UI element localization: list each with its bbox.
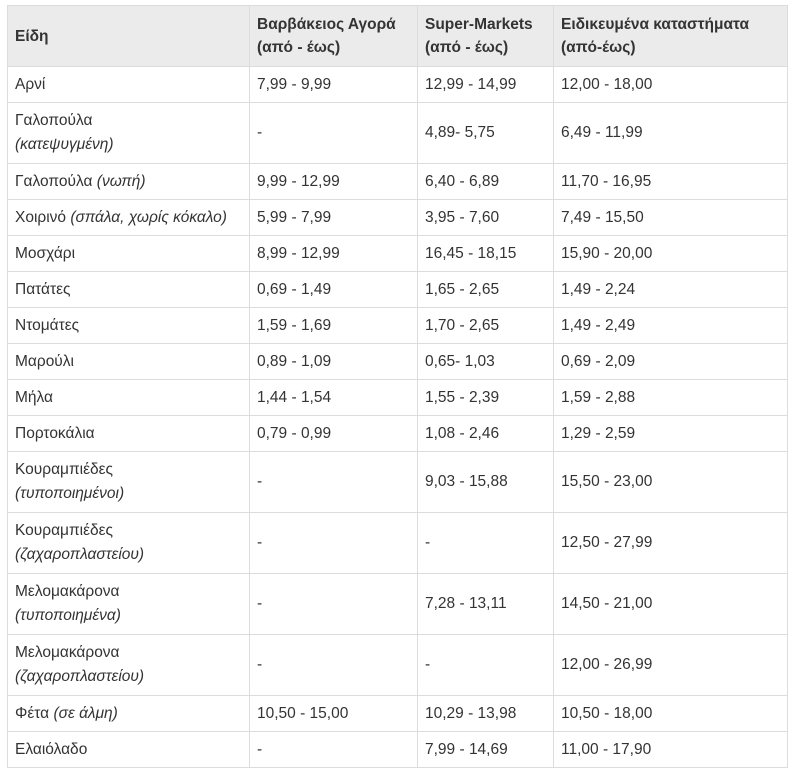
varvakeios-price-cell: 10,50 - 15,00 bbox=[250, 696, 418, 732]
specialty-price-cell: 15,90 - 20,00 bbox=[554, 236, 788, 272]
varvakeios-price-cell: - bbox=[250, 513, 418, 574]
supermarkets-price-cell: 12,99 - 14,99 bbox=[418, 67, 554, 103]
varvakeios-price-cell: 9,99 - 12,99 bbox=[250, 164, 418, 200]
item-name: Μελομακάρονα bbox=[15, 583, 120, 600]
item-cell bbox=[8, 416, 250, 452]
header-specialty-label: Ειδικευμένα καταστήματα bbox=[561, 16, 749, 33]
specialty-price-cell: 12,00 - 18,00 bbox=[554, 67, 788, 103]
item-note: (κατεψυγμένη) bbox=[15, 136, 114, 153]
table-row bbox=[8, 513, 788, 574]
varvakeios-price-cell: 0,79 - 0,99 bbox=[250, 416, 418, 452]
varvakeios-price-cell: - bbox=[250, 574, 418, 635]
supermarkets-price-cell: - bbox=[418, 635, 554, 696]
item-name: Αρνί bbox=[15, 75, 46, 93]
item-cell bbox=[8, 452, 250, 513]
specialty-price-cell: 7,49 - 15,50 bbox=[554, 200, 788, 236]
specialty-price-cell: 14,50 - 21,00 bbox=[554, 574, 788, 635]
supermarkets-price-cell: 10,29 - 13,98 bbox=[418, 696, 554, 732]
header-items bbox=[8, 6, 250, 67]
specialty-price-cell: 10,50 - 18,00 bbox=[554, 696, 788, 732]
varvakeios-price-cell: 7,99 - 9,99 bbox=[250, 67, 418, 103]
table-row bbox=[8, 380, 788, 416]
specialty-price-cell: 11,70 - 16,95 bbox=[554, 164, 788, 200]
specialty-price-cell: 1,49 - 2,24 bbox=[554, 272, 788, 308]
table-row bbox=[8, 416, 788, 452]
supermarkets-price-cell: 7,99 - 14,69 bbox=[418, 732, 554, 768]
header-supermarkets-range: (από - έως) bbox=[425, 39, 509, 56]
header-supermarkets bbox=[418, 6, 554, 67]
item-name: Πατάτες bbox=[15, 280, 71, 298]
price-comparison-table-container bbox=[7, 5, 787, 768]
header-supermarkets-label: Super-Markets bbox=[425, 16, 533, 33]
table-row bbox=[8, 103, 788, 164]
varvakeios-price-cell: 8,99 - 12,99 bbox=[250, 236, 418, 272]
header-varvakeios bbox=[250, 6, 418, 67]
table-row bbox=[8, 732, 788, 768]
item-cell bbox=[8, 67, 250, 103]
table-row bbox=[8, 272, 788, 308]
header-items-label: Είδη bbox=[15, 27, 49, 45]
table-body bbox=[8, 67, 788, 768]
supermarkets-price-cell: 1,55 - 2,39 bbox=[418, 380, 554, 416]
table-row bbox=[8, 67, 788, 103]
supermarkets-price-cell: 4,89- 5,75 bbox=[418, 103, 554, 164]
varvakeios-price-cell: 5,99 - 7,99 bbox=[250, 200, 418, 236]
supermarkets-price-cell: 1,08 - 2,46 bbox=[418, 416, 554, 452]
header-specialty bbox=[554, 6, 788, 67]
varvakeios-price-cell: 0,89 - 1,09 bbox=[250, 344, 418, 380]
item-note: (τυποποιημένοι) bbox=[15, 485, 125, 502]
item-note: (τυποποιημένα) bbox=[15, 607, 121, 624]
supermarkets-price-cell: - bbox=[418, 513, 554, 574]
item-name: Γαλοπούλα bbox=[15, 112, 93, 129]
varvakeios-price-cell: - bbox=[250, 103, 418, 164]
item-cell bbox=[8, 635, 250, 696]
table-row bbox=[8, 635, 788, 696]
item-cell bbox=[8, 732, 250, 768]
item-cell bbox=[8, 308, 250, 344]
varvakeios-price-cell: - bbox=[250, 452, 418, 513]
header-varvakeios-range: (από - έως) bbox=[257, 39, 341, 56]
table-row bbox=[8, 308, 788, 344]
item-name: Ελαιόλαδο bbox=[15, 740, 88, 758]
supermarkets-price-cell: 1,65 - 2,65 bbox=[418, 272, 554, 308]
specialty-price-cell: 15,50 - 23,00 bbox=[554, 452, 788, 513]
supermarkets-price-cell: 1,70 - 2,65 bbox=[418, 308, 554, 344]
item-cell bbox=[8, 696, 250, 732]
supermarkets-price-cell: 0,65- 1,03 bbox=[418, 344, 554, 380]
item-cell bbox=[8, 272, 250, 308]
item-note: (σε άλμη) bbox=[53, 704, 118, 722]
item-name: Κουραμπιέδες bbox=[15, 522, 114, 539]
varvakeios-price-cell: 1,44 - 1,54 bbox=[250, 380, 418, 416]
item-name: Μελομακάρονα bbox=[15, 644, 120, 661]
item-cell bbox=[8, 103, 250, 164]
item-name: Κουραμπιέδες bbox=[15, 461, 114, 478]
specialty-price-cell: 11,00 - 17,90 bbox=[554, 732, 788, 768]
specialty-price-cell: 12,00 - 26,99 bbox=[554, 635, 788, 696]
supermarkets-price-cell: 16,45 - 18,15 bbox=[418, 236, 554, 272]
item-note: (ζαχαροπλαστείου) bbox=[15, 668, 145, 685]
varvakeios-price-cell: - bbox=[250, 732, 418, 768]
table-row bbox=[8, 696, 788, 732]
item-name: Μαρούλι bbox=[15, 352, 74, 370]
specialty-price-cell: 1,49 - 2,49 bbox=[554, 308, 788, 344]
header-row bbox=[8, 6, 788, 67]
specialty-price-cell: 6,49 - 11,99 bbox=[554, 103, 788, 164]
specialty-price-cell: 1,59 - 2,88 bbox=[554, 380, 788, 416]
header-specialty-range: (από-έως) bbox=[561, 39, 636, 56]
table-row bbox=[8, 452, 788, 513]
specialty-price-cell: 12,50 - 27,99 bbox=[554, 513, 788, 574]
item-name: Μοσχάρι bbox=[15, 244, 76, 262]
supermarkets-price-cell: 7,28 - 13,11 bbox=[418, 574, 554, 635]
varvakeios-price-cell: - bbox=[250, 635, 418, 696]
item-cell bbox=[8, 513, 250, 574]
item-name: Μήλα bbox=[15, 388, 54, 406]
item-cell bbox=[8, 200, 250, 236]
table-row bbox=[8, 236, 788, 272]
item-cell bbox=[8, 344, 250, 380]
item-cell bbox=[8, 380, 250, 416]
table-header bbox=[8, 6, 788, 67]
item-cell bbox=[8, 164, 250, 200]
item-note: (ζαχαροπλαστείου) bbox=[15, 546, 145, 563]
table-row bbox=[8, 344, 788, 380]
item-note: (σπάλα, χωρίς κόκαλο) bbox=[70, 208, 227, 226]
supermarkets-price-cell: 6,40 - 6,89 bbox=[418, 164, 554, 200]
item-cell bbox=[8, 236, 250, 272]
supermarkets-price-cell: 3,95 - 7,60 bbox=[418, 200, 554, 236]
item-name: Γαλοπούλα bbox=[15, 172, 93, 190]
item-name: Ντομάτες bbox=[15, 316, 80, 334]
item-name: Χοιρινό bbox=[15, 208, 67, 226]
item-note: (νωπή) bbox=[96, 172, 146, 190]
price-comparison-table bbox=[7, 5, 788, 768]
item-cell bbox=[8, 574, 250, 635]
table-row bbox=[8, 164, 788, 200]
table-row bbox=[8, 574, 788, 635]
table-row bbox=[8, 200, 788, 236]
varvakeios-price-cell: 0,69 - 1,49 bbox=[250, 272, 418, 308]
specialty-price-cell: 1,29 - 2,59 bbox=[554, 416, 788, 452]
item-name: Φέτα bbox=[15, 704, 50, 722]
varvakeios-price-cell: 1,59 - 1,69 bbox=[250, 308, 418, 344]
supermarkets-price-cell: 9,03 - 15,88 bbox=[418, 452, 554, 513]
header-varvakeios-label: Βαρβάκειος Αγορά bbox=[257, 16, 396, 33]
specialty-price-cell: 0,69 - 2,09 bbox=[554, 344, 788, 380]
item-name: Πορτοκάλια bbox=[15, 424, 95, 442]
